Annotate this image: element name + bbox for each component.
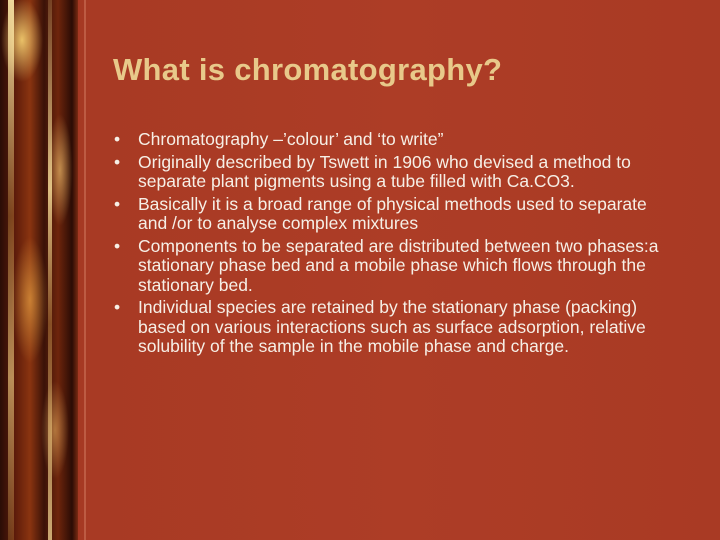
bullet-dot-icon: • (114, 235, 121, 256)
bullet-dot-icon: • (114, 151, 121, 172)
bullet-item (114, 237, 674, 296)
bullet-item (114, 153, 674, 192)
bullet-text: Chromatography –’colour’ and ‘to write” (138, 129, 444, 149)
bullet-text: Originally described by Tswett in 1906 who devised a method to separate plant pigments using a tube filled with Ca.CO3. (138, 151, 631, 191)
bullet-text: Individual species are retained by the stationary phase (packing) based on various interactions such as surface adsorption, relative solubility of the sample in the mobile phase and charge. (138, 297, 646, 356)
bullet-item (114, 298, 674, 357)
bullet-list (114, 130, 674, 360)
bullet-item (114, 130, 674, 150)
bullet-dot-icon: • (114, 129, 121, 149)
slide-divider-line (84, 0, 86, 540)
bullet-dot-icon: • (114, 297, 121, 317)
glass-tube-photo (0, 0, 78, 540)
slide-title: What is chromatography? (113, 52, 503, 87)
bullet-dot-icon: • (114, 193, 121, 214)
bullet-text: Basically it is a broad range of physical methods used to separate and /or to analyse complex mixtures (138, 193, 647, 233)
bullet-item (114, 195, 674, 234)
bullet-text: Components to be separated are distributed between two phases:a stationary phase bed and a mobile phase which flows through the stationary bed. (138, 235, 659, 295)
